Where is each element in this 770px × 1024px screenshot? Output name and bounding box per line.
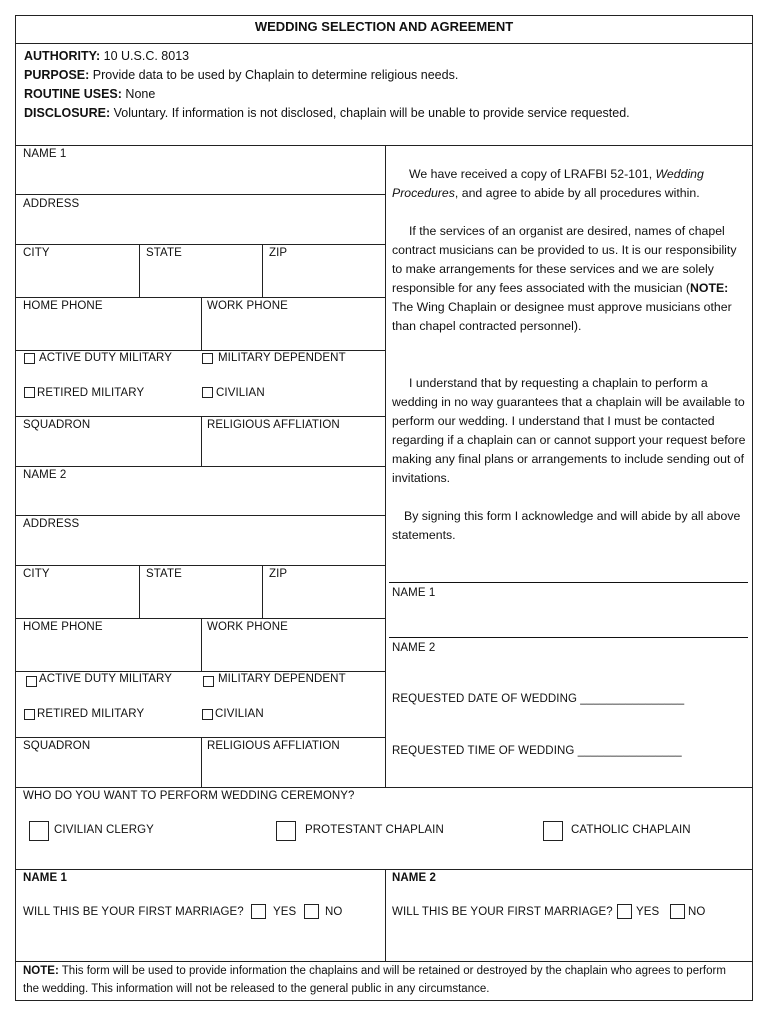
divider (385, 869, 386, 961)
footer-note (23, 962, 745, 998)
form-title: WEDDING SELECTION AND AGREEMENT (254, 19, 514, 34)
name1-field[interactable]: NAME 1 (23, 148, 67, 160)
zip1-field[interactable]: ZIP (269, 247, 288, 259)
authority-label: AUTHORITY: (24, 49, 101, 63)
divider (16, 515, 385, 516)
military-dependent1-label: MILITARY DEPENDENT (218, 352, 346, 364)
routine-uses-label: ROUTINE USES: (24, 87, 122, 101)
purpose-label: PURPOSE: (24, 68, 90, 82)
first-marriage1-no-label: NO (325, 906, 343, 918)
divider (16, 671, 385, 672)
retired1-label: RETIRED MILITARY (37, 387, 145, 399)
signature-name2-label: NAME 2 (392, 642, 436, 654)
divider (139, 565, 140, 618)
city2-field[interactable]: CITY (23, 568, 50, 580)
squadron2-field[interactable]: SQUADRON (23, 740, 91, 752)
ceremony-question: WHO DO YOU WANT TO PERFORM WEDDING CEREMONY? (23, 790, 355, 802)
agreement-paragraph-4: By signing this form I acknowledge and will abide by all above statements. (392, 509, 741, 542)
active-duty2-label: ACTIVE DUTY MILITARY (39, 673, 172, 685)
civilian2-checkbox[interactable] (202, 709, 213, 720)
footer-note-label: NOTE: (23, 965, 59, 977)
procedures-title: Wedding Procedures (392, 167, 704, 200)
privacy-act-statement (24, 47, 630, 123)
active-duty1-checkbox[interactable] (24, 353, 35, 364)
divider (16, 565, 385, 566)
divider (16, 466, 385, 467)
catholic-chaplain-checkbox[interactable] (543, 821, 563, 841)
first-marriage2-no-checkbox[interactable] (670, 904, 685, 919)
footer-note-text: This form will be used to provide information the chaplains and will be retained or destroyed by the chaplain who agrees to perform the wedding. This information will not be released to the general public in any circumstance. (23, 965, 726, 995)
purpose-text: Provide data to be used by Chaplain to determine religious needs. (92, 68, 459, 82)
name2-field[interactable]: NAME 2 (23, 469, 67, 481)
state2-field[interactable]: STATE (146, 568, 182, 580)
work-phone2-field[interactable]: WORK PHONE (207, 621, 288, 633)
zip2-field[interactable]: ZIP (269, 568, 288, 580)
military-dependent2-checkbox[interactable] (203, 676, 214, 687)
protestant-chaplain-label: PROTESTANT CHAPLAIN (305, 824, 444, 836)
civilian2-label: CIVILIAN (215, 708, 264, 720)
state1-field[interactable]: STATE (146, 247, 182, 259)
first-marriage2-question: WILL THIS BE YOUR FIRST MARRIAGE? (392, 906, 613, 918)
divider (16, 145, 752, 146)
address2-field[interactable]: ADDRESS (23, 518, 80, 530)
first-marriage1-no-checkbox[interactable] (304, 904, 319, 919)
civilian-clergy-label: CIVILIAN CLERGY (54, 824, 154, 836)
military-dependent1-checkbox[interactable] (202, 353, 213, 364)
agreement-paragraph-3: I understand that by requesting a chaplain to perform a wedding in no way guarantees that a chaplain will be available to perform our wedding. I understand that I must be contacted regarding if a chaplain can or cannot support your request before making any final plans or arrangements to include sending out of invitations. (392, 376, 746, 485)
signature-line-2[interactable] (389, 637, 748, 638)
requested-time-field[interactable]: REQUESTED TIME OF WEDDING ________________ (392, 745, 682, 757)
authority-text: 10 U.S.C. 8013 (103, 49, 190, 63)
first-marriage2-yes-label: YES (636, 906, 660, 918)
civilian1-checkbox[interactable] (202, 387, 213, 398)
first-marriage1-question: WILL THIS BE YOUR FIRST MARRIAGE? (23, 906, 244, 918)
active-duty2-checkbox[interactable] (26, 676, 37, 687)
squadron1-field[interactable]: SQUADRON (23, 419, 91, 431)
divider (262, 244, 263, 297)
home-phone2-field[interactable]: HOME PHONE (23, 621, 103, 633)
civilian-clergy-checkbox[interactable] (29, 821, 49, 841)
divider (201, 416, 202, 466)
retired2-checkbox[interactable] (24, 709, 35, 720)
military-dependent2-label: MILITARY DEPENDENT (218, 673, 346, 685)
divider (16, 350, 385, 351)
divider (201, 297, 202, 350)
divider (16, 244, 385, 245)
divider (16, 194, 385, 195)
protestant-chaplain-checkbox[interactable] (276, 821, 296, 841)
city1-field[interactable]: CITY (23, 247, 50, 259)
active-duty1-label: ACTIVE DUTY MILITARY (39, 352, 172, 364)
first-marriage2-yes-checkbox[interactable] (617, 904, 632, 919)
agreement-paragraph-2: If the services of an organist are desired, names of chapel contract musicians can be provided to us. It is our responsibility to make arrangements for these services and we are solely responsible for any fees associated with the musician (NOTE: The Wing Chaplain or designee must approve musicians other than chapel contracted personnel). (392, 224, 737, 333)
divider (201, 737, 202, 787)
divider (16, 787, 752, 788)
divider (201, 618, 202, 671)
divider (262, 565, 263, 618)
requested-date-field[interactable]: REQUESTED DATE OF WEDDING ________________ (392, 693, 685, 705)
civilian1-label: CIVILIAN (216, 387, 265, 399)
marriage-name2-label: NAME 2 (392, 872, 437, 884)
work-phone1-field[interactable]: WORK PHONE (207, 300, 288, 312)
first-marriage1-yes-checkbox[interactable] (251, 904, 266, 919)
divider (16, 869, 752, 870)
wedding-form (15, 15, 753, 1001)
address1-field[interactable]: ADDRESS (23, 198, 80, 210)
note-inline-label: NOTE: (690, 281, 729, 295)
disclosure-label: DISCLOSURE: (24, 106, 111, 120)
divider (139, 244, 140, 297)
agreement-paragraph-1: We have received a copy of LRAFBI 52-101, Wedding Procedures, and agree to abide by all procedures within. (392, 167, 704, 200)
religious2-field[interactable]: RELIGIOUS AFFLIATION (207, 740, 340, 752)
signature-line-1[interactable] (389, 582, 748, 583)
disclosure-text: Voluntary. If information is not disclosed, chaplain will be unable to provide service requested. (113, 106, 630, 120)
column-divider (385, 145, 386, 787)
signature-name1-label: NAME 1 (392, 587, 436, 599)
routine-uses-text: None (125, 87, 156, 101)
catholic-chaplain-label: CATHOLIC CHAPLAIN (571, 824, 691, 836)
first-marriage2-no-label: NO (688, 906, 706, 918)
marriage-name1-label: NAME 1 (23, 872, 68, 884)
home-phone1-field[interactable]: HOME PHONE (23, 300, 103, 312)
first-marriage1-yes-label: YES (273, 906, 297, 918)
religious1-field[interactable]: RELIGIOUS AFFLIATION (207, 419, 340, 431)
divider (16, 43, 752, 44)
retired2-label: RETIRED MILITARY (37, 708, 145, 720)
retired1-checkbox[interactable] (24, 387, 35, 398)
